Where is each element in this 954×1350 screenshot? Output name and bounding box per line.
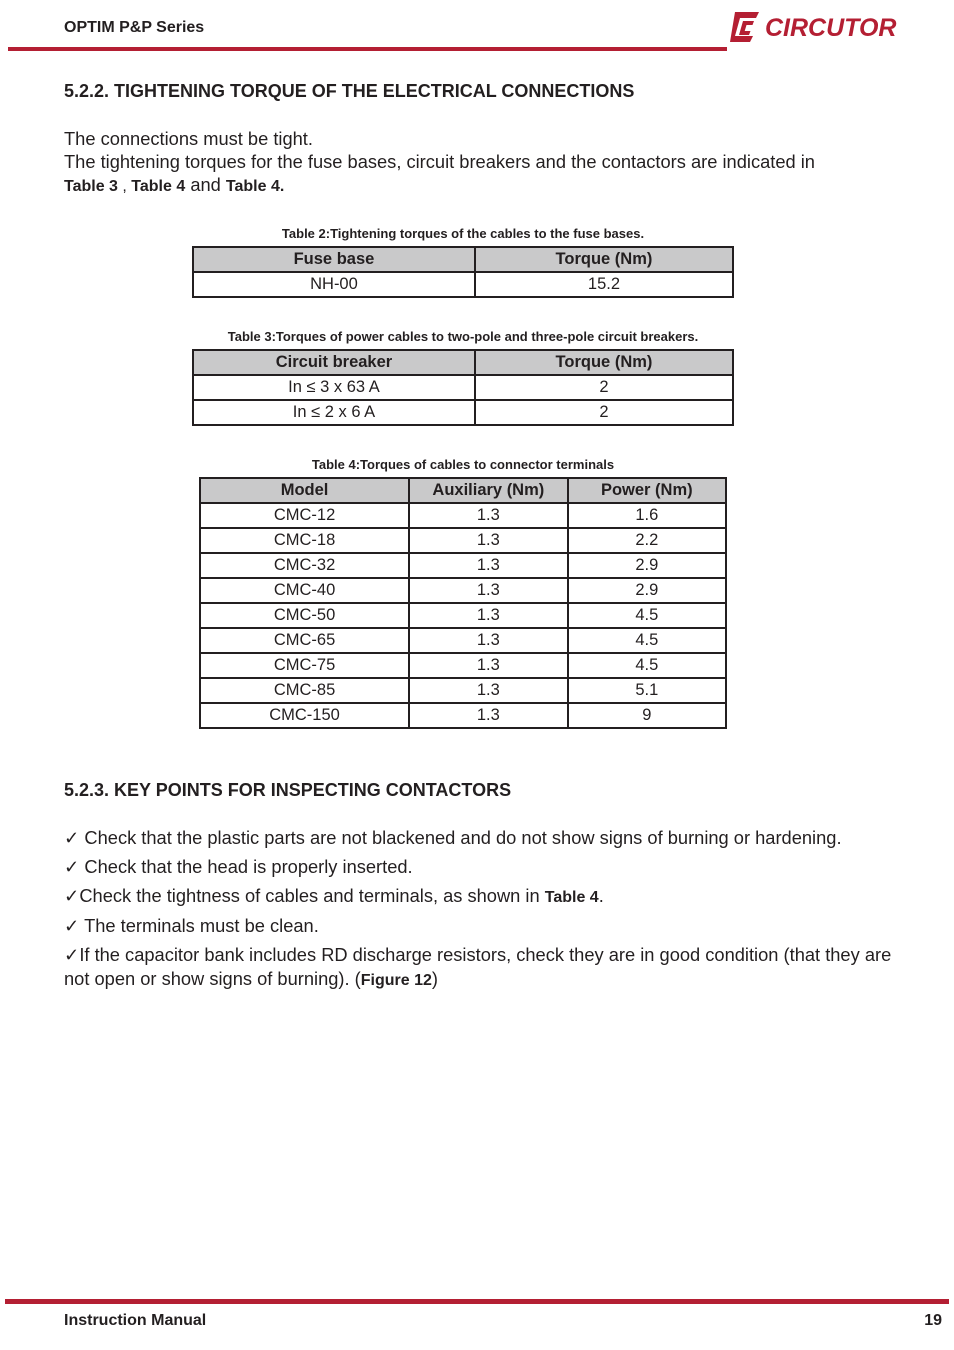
table-row	[193, 400, 733, 425]
table-row	[193, 272, 733, 297]
table-cell: 1.3	[409, 603, 568, 628]
intro-line-1: The connections must be tight.	[64, 128, 313, 149]
footer-manual-title: Instruction Manual	[64, 1312, 207, 1329]
intro-line-3	[64, 173, 894, 198]
table-4-reference: Table 4	[131, 178, 186, 195]
table-row	[200, 603, 726, 628]
table-cell: 1.3	[409, 653, 568, 678]
check-icon: ✓	[64, 857, 80, 878]
check-icon: ✓	[64, 945, 80, 966]
page-number: 19	[924, 1312, 942, 1329]
table-row	[200, 503, 726, 528]
table-cell: CMC-18	[200, 528, 409, 553]
table-3-header-row	[193, 350, 733, 375]
checklist-item-text: Check that the head is properly inserted.	[79, 856, 413, 877]
checklist-item-text: Check that the plastic parts are not blackened and do not show signs of burning or hardening.	[79, 827, 842, 848]
table-cell: 2	[475, 375, 733, 400]
checklist-item	[64, 855, 894, 879]
and-text: and	[185, 174, 226, 195]
table-row	[200, 653, 726, 678]
circutor-logo	[729, 8, 919, 46]
table-2	[192, 246, 734, 298]
table-row	[200, 578, 726, 603]
table-2-header-cell: Torque (Nm)	[475, 247, 733, 272]
table-2-header-cell: Fuse base	[193, 247, 475, 272]
table-3-header-cell: Circuit breaker	[193, 350, 475, 375]
table-cell: In ≤ 3 x 63 A	[193, 375, 475, 400]
table-2-caption: Table 2:Tightening torques of the cables to the fuse bases.	[281, 226, 645, 241]
table-cell: CMC-12	[200, 503, 409, 528]
table-4-caption: Table 4:Torques of cables to connector terminals	[311, 457, 615, 472]
table-cell: 1.3	[409, 528, 568, 553]
table-cell: 4.5	[568, 628, 726, 653]
table-3	[192, 349, 734, 426]
intro-line-2: The tightening torques for the fuse bases, circuit breakers and the contactors are indicated in	[64, 151, 815, 172]
table-cell: 1.3	[409, 578, 568, 603]
checklist-item	[64, 914, 894, 938]
table-cell: 1.6	[568, 503, 726, 528]
table-row	[200, 553, 726, 578]
separator: ,	[117, 178, 132, 195]
table-cell: 5.1	[568, 678, 726, 703]
table-cell: 9	[568, 703, 726, 728]
table-4-header-cell: Auxiliary (Nm)	[409, 478, 568, 503]
section-heading-5-2-3: 5.2.3. KEY POINTS FOR INSPECTING CONTACTORS	[64, 780, 512, 800]
table-cell: CMC-65	[200, 628, 409, 653]
checklist-item-text: If the capacitor bank includes RD discharge resistors, check they are in good condition (that they are not open or show signs of burning). (	[64, 944, 892, 989]
table-cell: In ≤ 2 x 6 A	[193, 400, 475, 425]
table-cell: 4.5	[568, 653, 726, 678]
table-cell: CMC-50	[200, 603, 409, 628]
table-3-caption: Table 3:Torques of power cables to two-pole and three-pole circuit breakers.	[227, 329, 699, 344]
table-row	[200, 703, 726, 728]
circutor-logo-text: CIRCUTOR	[765, 14, 897, 42]
table-4-header-row	[200, 478, 726, 503]
check-icon: ✓	[64, 828, 80, 849]
circutor-logo-icon	[730, 12, 759, 42]
footer-rule	[5, 1299, 949, 1304]
table-2-header-row	[193, 247, 733, 272]
table-cell: 4.5	[568, 603, 726, 628]
table-row	[200, 678, 726, 703]
table-3-header-cell: Torque (Nm)	[475, 350, 733, 375]
checklist-item	[64, 884, 894, 909]
table-4-reference-2: Table 4.	[225, 178, 285, 195]
table-cell: CMC-85	[200, 678, 409, 703]
table-cell: 1.3	[409, 553, 568, 578]
table-row	[200, 528, 726, 553]
table-cell: 2.9	[568, 553, 726, 578]
table-cell: CMC-75	[200, 653, 409, 678]
table-cell: 2	[475, 400, 733, 425]
document-series-title: OPTIM P&P Series	[64, 19, 205, 36]
table-cell: 15.2	[475, 272, 733, 297]
checklist-item	[64, 826, 894, 850]
table-cell: 1.3	[409, 703, 568, 728]
checklist-item-text: The terminals must be clean.	[79, 915, 319, 936]
check-icon: ✓	[64, 916, 80, 937]
table-cell: 1.3	[409, 628, 568, 653]
table-cell: CMC-40	[200, 578, 409, 603]
table-3-reference: Table 3	[64, 178, 118, 195]
checklist-item-text-end: .	[598, 885, 604, 906]
table-cell: 2.2	[568, 528, 726, 553]
table-cell: 2.9	[568, 578, 726, 603]
table-cell: NH-00	[193, 272, 475, 297]
checklist-item-text: Check the tightness of cables and terminals, as shown in	[79, 885, 545, 906]
table-cell: 1.3	[409, 503, 568, 528]
section-5-2-2-intro	[64, 127, 894, 198]
checklist-item-text-end: )	[431, 968, 438, 989]
table-cell: CMC-32	[200, 553, 409, 578]
header-rule	[8, 47, 727, 51]
table-4-header-cell: Power (Nm)	[568, 478, 726, 503]
table-4-header-cell: Model	[200, 478, 409, 503]
table-4-reference-3: Table 4	[544, 889, 599, 906]
figure-12-reference: Figure 12	[360, 972, 432, 989]
checklist-item	[64, 943, 894, 992]
table-row	[193, 375, 733, 400]
table-cell: 1.3	[409, 678, 568, 703]
table-row	[200, 628, 726, 653]
section-heading-5-2-2: 5.2.2. TIGHTENING TORQUE OF THE ELECTRICAL CONNECTIONS	[64, 81, 635, 101]
check-icon: ✓	[64, 886, 80, 907]
inspection-checklist	[64, 826, 894, 992]
table-cell: CMC-150	[200, 703, 409, 728]
table-4	[199, 477, 727, 729]
